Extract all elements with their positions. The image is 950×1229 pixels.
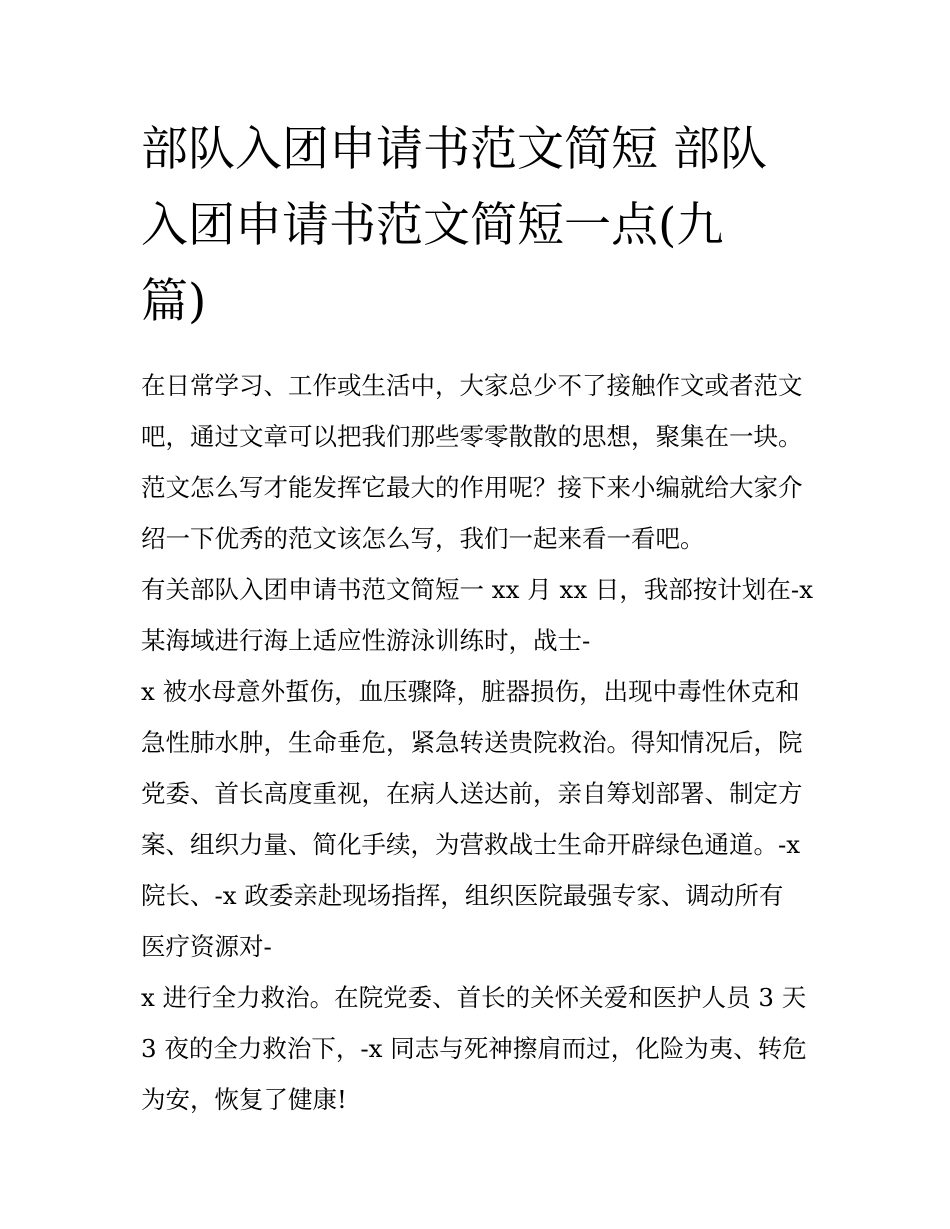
document-body <box>141 360 821 1125</box>
body-line: 范文怎么写才能发挥它最大的作用呢？接下来小编就给大家介 <box>141 473 803 502</box>
body-line: 有关部队入团申请书范文简短一 xx 月 xx 日，我部按计划在-x <box>141 575 814 604</box>
body-line: 3 夜的全力救治下，-x 同志与死神擦肩而过，化险为夷、转危 <box>141 1034 807 1063</box>
body-line: 医疗资源对- <box>141 932 272 961</box>
title-line: 篇) <box>141 274 207 329</box>
body-line: x 被水母意外蜇伤，血压骤降，脏器损伤，出现中毒性休克和 <box>141 677 800 706</box>
body-line: 某海域进行海上适应性游泳训练时，战士- <box>141 626 591 655</box>
body-line: 党委、首长高度重视，在病人送达前，亲自筹划部署、制定方 <box>141 779 803 808</box>
body-line: 绍一下优秀的范文该怎么写，我们一起来看一看吧。 <box>141 524 705 553</box>
body-line: 为安，恢复了健康! <box>141 1085 347 1114</box>
body-line: 急性肺水肿，生命垂危，紧急转送贵院救治。得知情况后，院 <box>141 728 803 757</box>
title-line: 部队入团申请书范文简短 部队 <box>141 122 767 177</box>
body-line: 在日常学习、工作或生活中，大家总少不了接触作文或者范文 <box>141 371 803 400</box>
body-line: x 进行全力救治。在院党委、首长的关怀关爱和医护人员 3 天 <box>141 983 807 1012</box>
body-line: 院长、-x 政委亲赴现场指挥，组织医院最强专家、调动所有 <box>141 881 784 910</box>
document-title <box>141 112 821 340</box>
body-line: 吧，通过文章可以把我们那些零零散散的思想，聚集在一块。 <box>141 422 803 451</box>
body-line: 案、组织力量、简化手续，为营救战士生命开辟绿色通道。-x <box>141 830 801 859</box>
title-line: 入团申请书范文简短一点(九 <box>141 198 724 253</box>
document-content <box>141 112 821 1125</box>
